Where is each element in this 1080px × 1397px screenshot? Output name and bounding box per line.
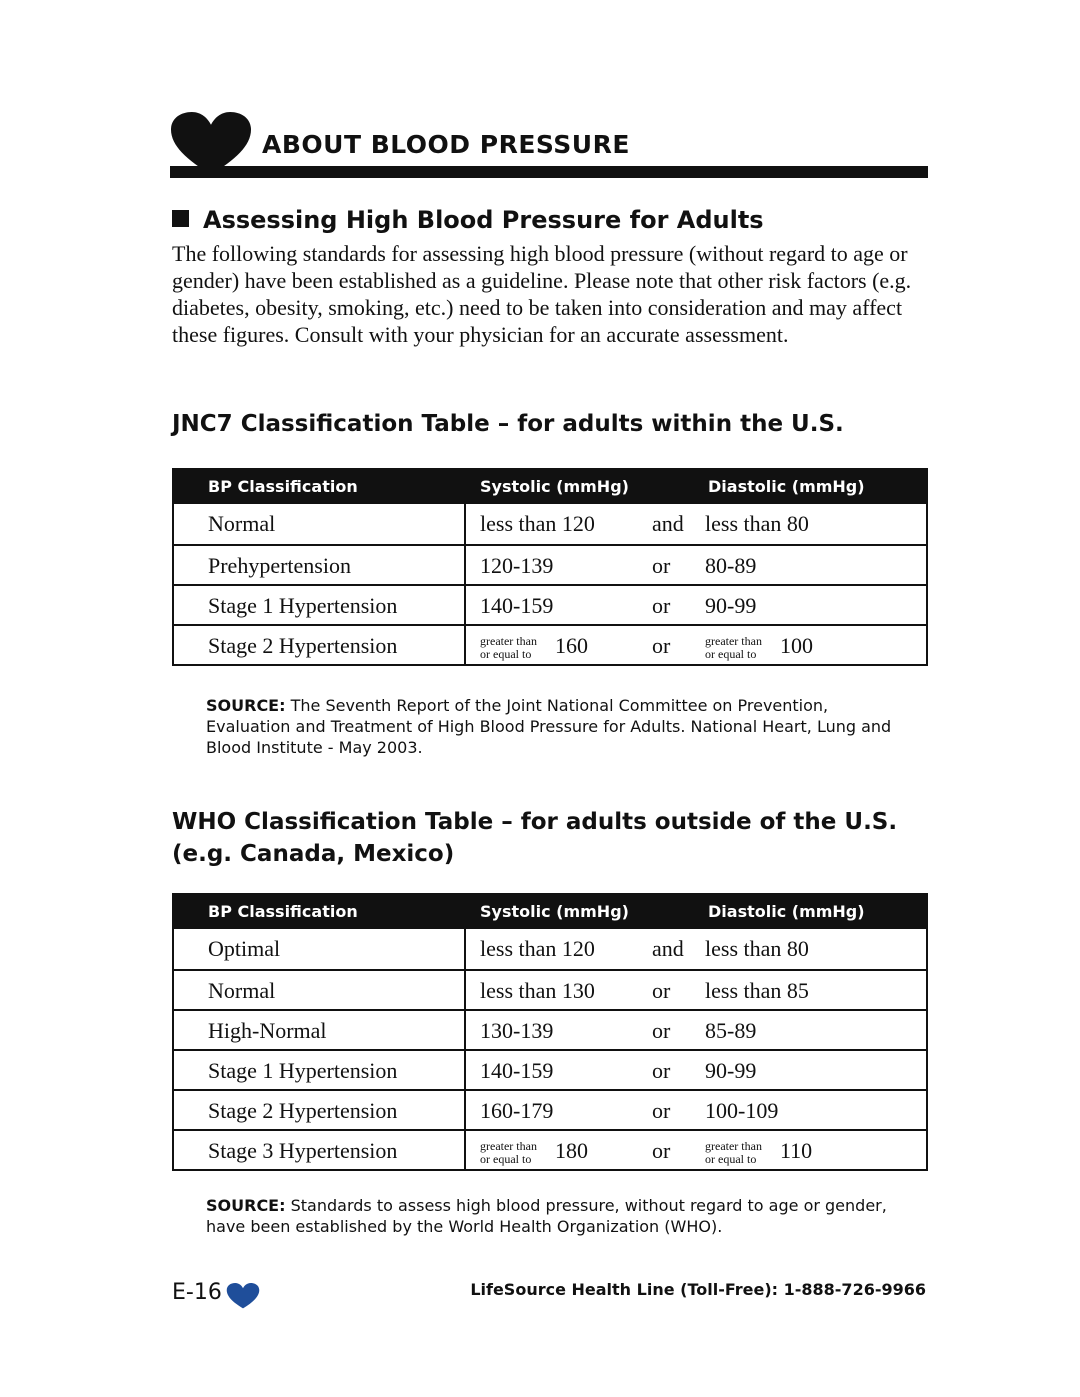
value-text: 85-89	[705, 1018, 757, 1043]
qualifier-line: or equal to	[705, 1151, 757, 1166]
value-text: 100	[779, 633, 813, 658]
systolic-cell	[480, 511, 595, 537]
header-rule	[170, 166, 928, 178]
jnc7-table-title: JNC7 Classification Table – for adults within the U.S.	[172, 411, 844, 437]
who-table	[172, 893, 928, 1171]
column-divider	[464, 586, 466, 624]
table-row	[174, 1049, 926, 1089]
classification-cell: Prehypertension	[208, 553, 351, 578]
column-header: BP Classification	[208, 902, 358, 921]
source-text: Standards to assess high blood pressure, without regard to age or gender, have been established by the World Health Organization (WHO).	[206, 1196, 887, 1236]
column-header: Diastolic (mmHg)	[708, 477, 865, 496]
operator-cell: or	[652, 593, 671, 618]
source-label: SOURCE:	[206, 1196, 286, 1215]
table-row	[174, 544, 926, 584]
value-text: 180	[554, 1138, 588, 1163]
value-text: 100-109	[705, 1098, 779, 1123]
table-row	[174, 969, 926, 1009]
jnc7-source	[206, 695, 906, 758]
qualifier-line: or equal to	[480, 646, 532, 661]
table-header	[174, 895, 926, 929]
diastolic-cell	[705, 1018, 756, 1044]
systolic-cell	[480, 936, 595, 962]
systolic-cell	[480, 978, 595, 1004]
column-divider	[464, 971, 466, 1009]
table-row	[174, 1129, 926, 1169]
value-text: 140-159	[480, 1058, 554, 1083]
who-table-title: WHO Classification Table – for adults outside of the U.S. (e.g. Canada, Mexico)	[172, 809, 898, 867]
value-text: 90-99	[705, 1058, 757, 1083]
value-text: 110	[779, 1138, 813, 1163]
classification-cell: Stage 2 Hypertension	[208, 633, 398, 658]
source-label: SOURCE:	[206, 696, 286, 715]
qualifier-text	[480, 635, 537, 661]
operator-cell: or	[652, 633, 671, 658]
classification-cell: Normal	[208, 978, 276, 1003]
qualifier-line: greater than	[480, 1138, 537, 1153]
column-header: BP Classification	[208, 477, 358, 496]
qualifier-line: or equal to	[480, 1151, 532, 1166]
systolic-cell	[480, 1018, 553, 1044]
section-title: ABOUT BLOOD PRESSURE	[262, 130, 630, 159]
operator-cell: and	[652, 511, 684, 536]
qualifier-line: or equal to	[705, 646, 757, 661]
diastolic-cell	[705, 1138, 812, 1166]
diastolic-cell	[705, 1098, 778, 1124]
qualifier-text	[705, 1140, 762, 1166]
value-text: less than 80	[705, 511, 809, 536]
column-divider	[464, 626, 466, 664]
square-bullet-icon	[172, 210, 189, 227]
operator-cell: or	[652, 1058, 671, 1083]
helpline-text: LifeSource Health Line (Toll-Free): 1-888-726-9966	[470, 1280, 926, 1299]
classification-cell: Stage 1 Hypertension	[208, 1058, 398, 1083]
column-header: Diastolic (mmHg)	[708, 902, 865, 921]
sub-heading-text: Assessing High Blood Pressure for Adults	[203, 206, 764, 234]
page-number: E-16	[172, 1280, 222, 1305]
table-header	[174, 470, 926, 504]
column-divider	[464, 504, 466, 544]
table-row	[174, 584, 926, 624]
table-row	[174, 1089, 926, 1129]
systolic-cell	[480, 1058, 553, 1084]
value-text: 160	[554, 633, 588, 658]
qualifier-line: greater than	[705, 1138, 762, 1153]
column-divider	[464, 1011, 466, 1049]
table-row	[174, 504, 926, 544]
systolic-cell	[480, 553, 553, 579]
systolic-cell	[480, 1098, 553, 1124]
systolic-cell	[480, 633, 588, 661]
classification-cell: Stage 2 Hypertension	[208, 1098, 398, 1123]
value-text: less than 120	[480, 511, 595, 536]
value-text: less than 80	[705, 936, 809, 961]
column-divider	[464, 1051, 466, 1089]
column-divider	[464, 546, 466, 584]
value-text: 80-89	[705, 553, 757, 578]
operator-cell: or	[652, 553, 671, 578]
diastolic-cell	[705, 633, 813, 661]
qualifier-line: greater than	[480, 633, 537, 648]
qualifier-text	[480, 1140, 537, 1166]
operator-cell: or	[652, 978, 671, 1003]
operator-cell: or	[652, 1098, 671, 1123]
value-text: 140-159	[480, 593, 554, 618]
diastolic-cell	[705, 511, 809, 537]
value-text: less than 130	[480, 978, 595, 1003]
sub-heading	[172, 206, 764, 234]
jnc7-table	[172, 468, 928, 666]
column-header: Systolic (mmHg)	[480, 902, 629, 921]
page-header	[170, 112, 928, 180]
classification-cell: Normal	[208, 511, 276, 536]
table-row	[174, 1009, 926, 1049]
operator-cell: or	[652, 1018, 671, 1043]
value-text: 90-99	[705, 593, 757, 618]
classification-cell: High-Normal	[208, 1018, 327, 1043]
diastolic-cell	[705, 1058, 756, 1084]
classification-cell: Stage 3 Hypertension	[208, 1138, 398, 1163]
systolic-cell	[480, 593, 553, 619]
table-row	[174, 624, 926, 664]
operator-cell: or	[652, 1138, 671, 1163]
value-text: 130-139	[480, 1018, 554, 1043]
qualifier-line: greater than	[705, 633, 762, 648]
intro-paragraph: The following standards for assessing high blood pressure (without regard to age or gender) have been established as a guideline. Please note that other risk factors (e.g. diabetes, obesity, smoking, etc.) need to be taken into consideration and may affect these figures. Consult with your physician for an accurate assessment.	[172, 241, 912, 347]
systolic-cell	[480, 1138, 588, 1166]
value-text: less than 120	[480, 936, 595, 961]
source-text: The Seventh Report of the Joint National Committee on Prevention, Evaluation and Treatment of High Blood Pressure for Adults. National Heart, Lung and Blood Institute - May 2003.	[206, 696, 892, 757]
diastolic-cell	[705, 593, 756, 619]
diastolic-cell	[705, 936, 809, 962]
classification-cell: Optimal	[208, 936, 281, 961]
diastolic-cell	[705, 978, 809, 1004]
value-text: 160-179	[480, 1098, 554, 1123]
operator-cell: and	[652, 936, 684, 961]
column-divider	[464, 1091, 466, 1129]
column-divider	[464, 1131, 466, 1169]
column-header: Systolic (mmHg)	[480, 477, 629, 496]
qualifier-text	[705, 635, 762, 661]
value-text: less than 85	[705, 978, 809, 1003]
diastolic-cell	[705, 553, 756, 579]
classification-cell: Stage 1 Hypertension	[208, 593, 398, 618]
value-text: 120-139	[480, 553, 554, 578]
table-row	[174, 929, 926, 969]
who-source	[206, 1195, 906, 1237]
heart-icon	[226, 1283, 260, 1309]
column-divider	[464, 929, 466, 969]
